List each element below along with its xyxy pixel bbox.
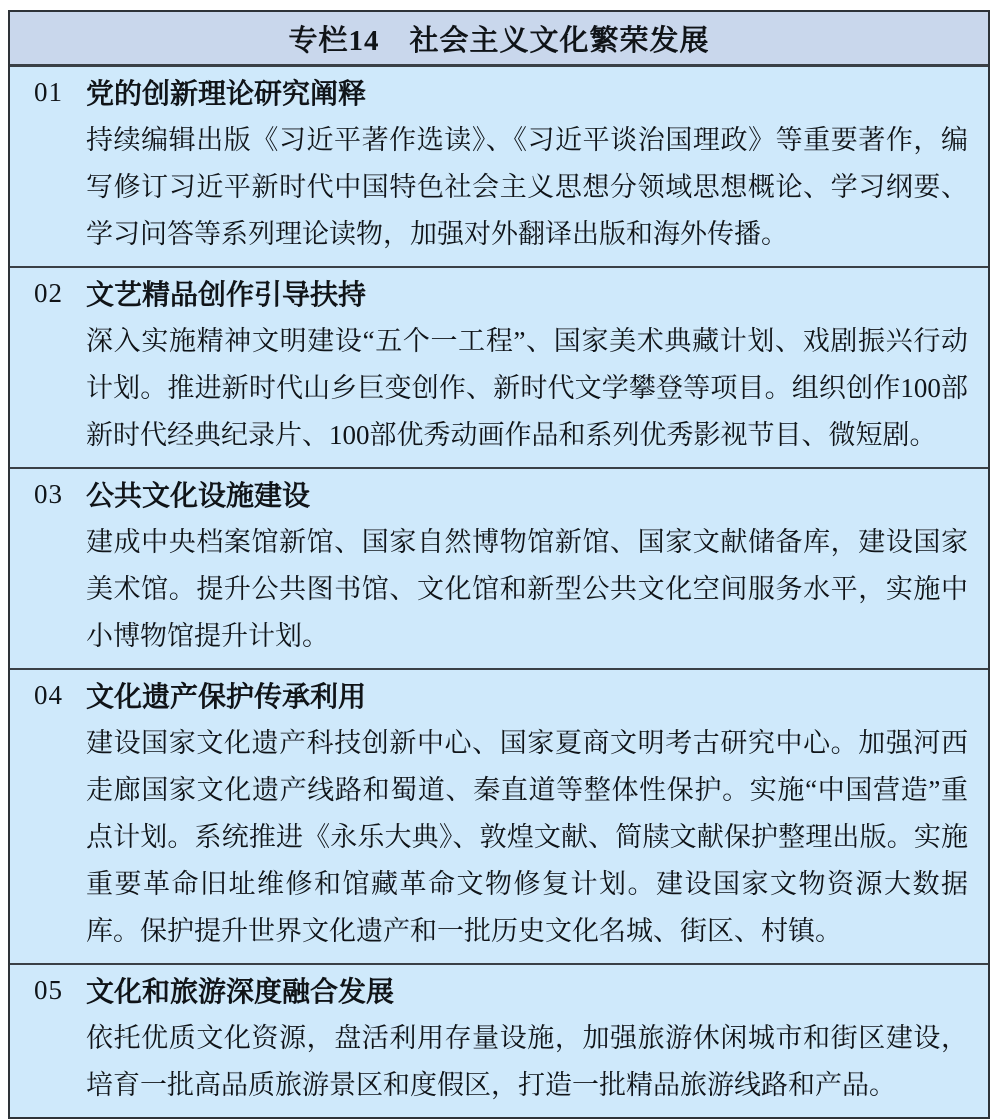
section-head	[10, 67, 988, 115]
panel-header	[10, 12, 988, 67]
section-head	[10, 965, 988, 1013]
panel-title: 专栏14 社会主义文化繁荣发展	[288, 24, 710, 57]
section-01	[10, 67, 988, 258]
section-body: 依托优质文化资源，盘活利用存量设施，加强旅游休闲城市和街区建设，培育一批高品质旅游景区和度假区，打造一批精品旅游线路和产品。	[86, 1023, 968, 1100]
section-02	[10, 266, 988, 459]
section-number: 04	[34, 679, 63, 710]
section-body: 深入实施精神文明建设“五个一工程”、国家美术典藏计划、戏剧振兴行动计划。推进新时代山乡巨变创作、新时代文学攀登等项目。组织创作100部新时代经典纪录片、100部优秀动画作品和系列优秀影视节目、微短剧。	[86, 326, 968, 450]
section-head	[10, 469, 988, 517]
section-title: 公共文化设施建设	[86, 481, 311, 512]
policy-box-panel	[8, 10, 990, 1119]
section-title: 文化遗产保护传承利用	[86, 682, 367, 713]
section-title: 文艺精品创作引导扶持	[86, 280, 367, 311]
section-head	[10, 670, 988, 718]
section-number: 03	[34, 478, 63, 509]
section-title: 党的创新理论研究阐释	[86, 79, 367, 110]
section-head	[10, 268, 988, 316]
section-body: 持续编辑出版《习近平著作选读》、《习近平谈治国理政》等重要著作，编写修订习近平新时代中国特色社会主义思想分领域思想概论、学习纲要、学习问答等系列理论读物，加强对外翻译出版和海外传播。	[86, 125, 968, 249]
section-body: 建成中央档案馆新馆、国家自然博物馆新馆、国家文献储备库，建设国家美术馆。提升公共图书馆、文化馆和新型公共文化空间服务水平，实施中小博物馆提升计划。	[86, 527, 968, 651]
section-number: 05	[34, 974, 63, 1005]
section-title: 文化和旅游深度融合发展	[86, 977, 395, 1008]
section-05	[10, 963, 988, 1109]
section-03	[10, 467, 988, 660]
section-number: 02	[34, 277, 63, 308]
section-number: 01	[34, 76, 63, 107]
section-04	[10, 668, 988, 955]
section-body: 建设国家文化遗产科技创新中心、国家夏商文明考古研究中心。加强河西走廊国家文化遗产线路和蜀道、秦直道等整体性保护。实施“中国营造”重点计划。系统推进《永乐大典》、敦煌文献、简牍文献保护整理出版。实施重要革命旧址维修和馆藏革命文物修复计划。建设国家文物资源大数据库。保护提升世界文化遗产和一批历史文化名城、街区、村镇。	[86, 728, 968, 946]
